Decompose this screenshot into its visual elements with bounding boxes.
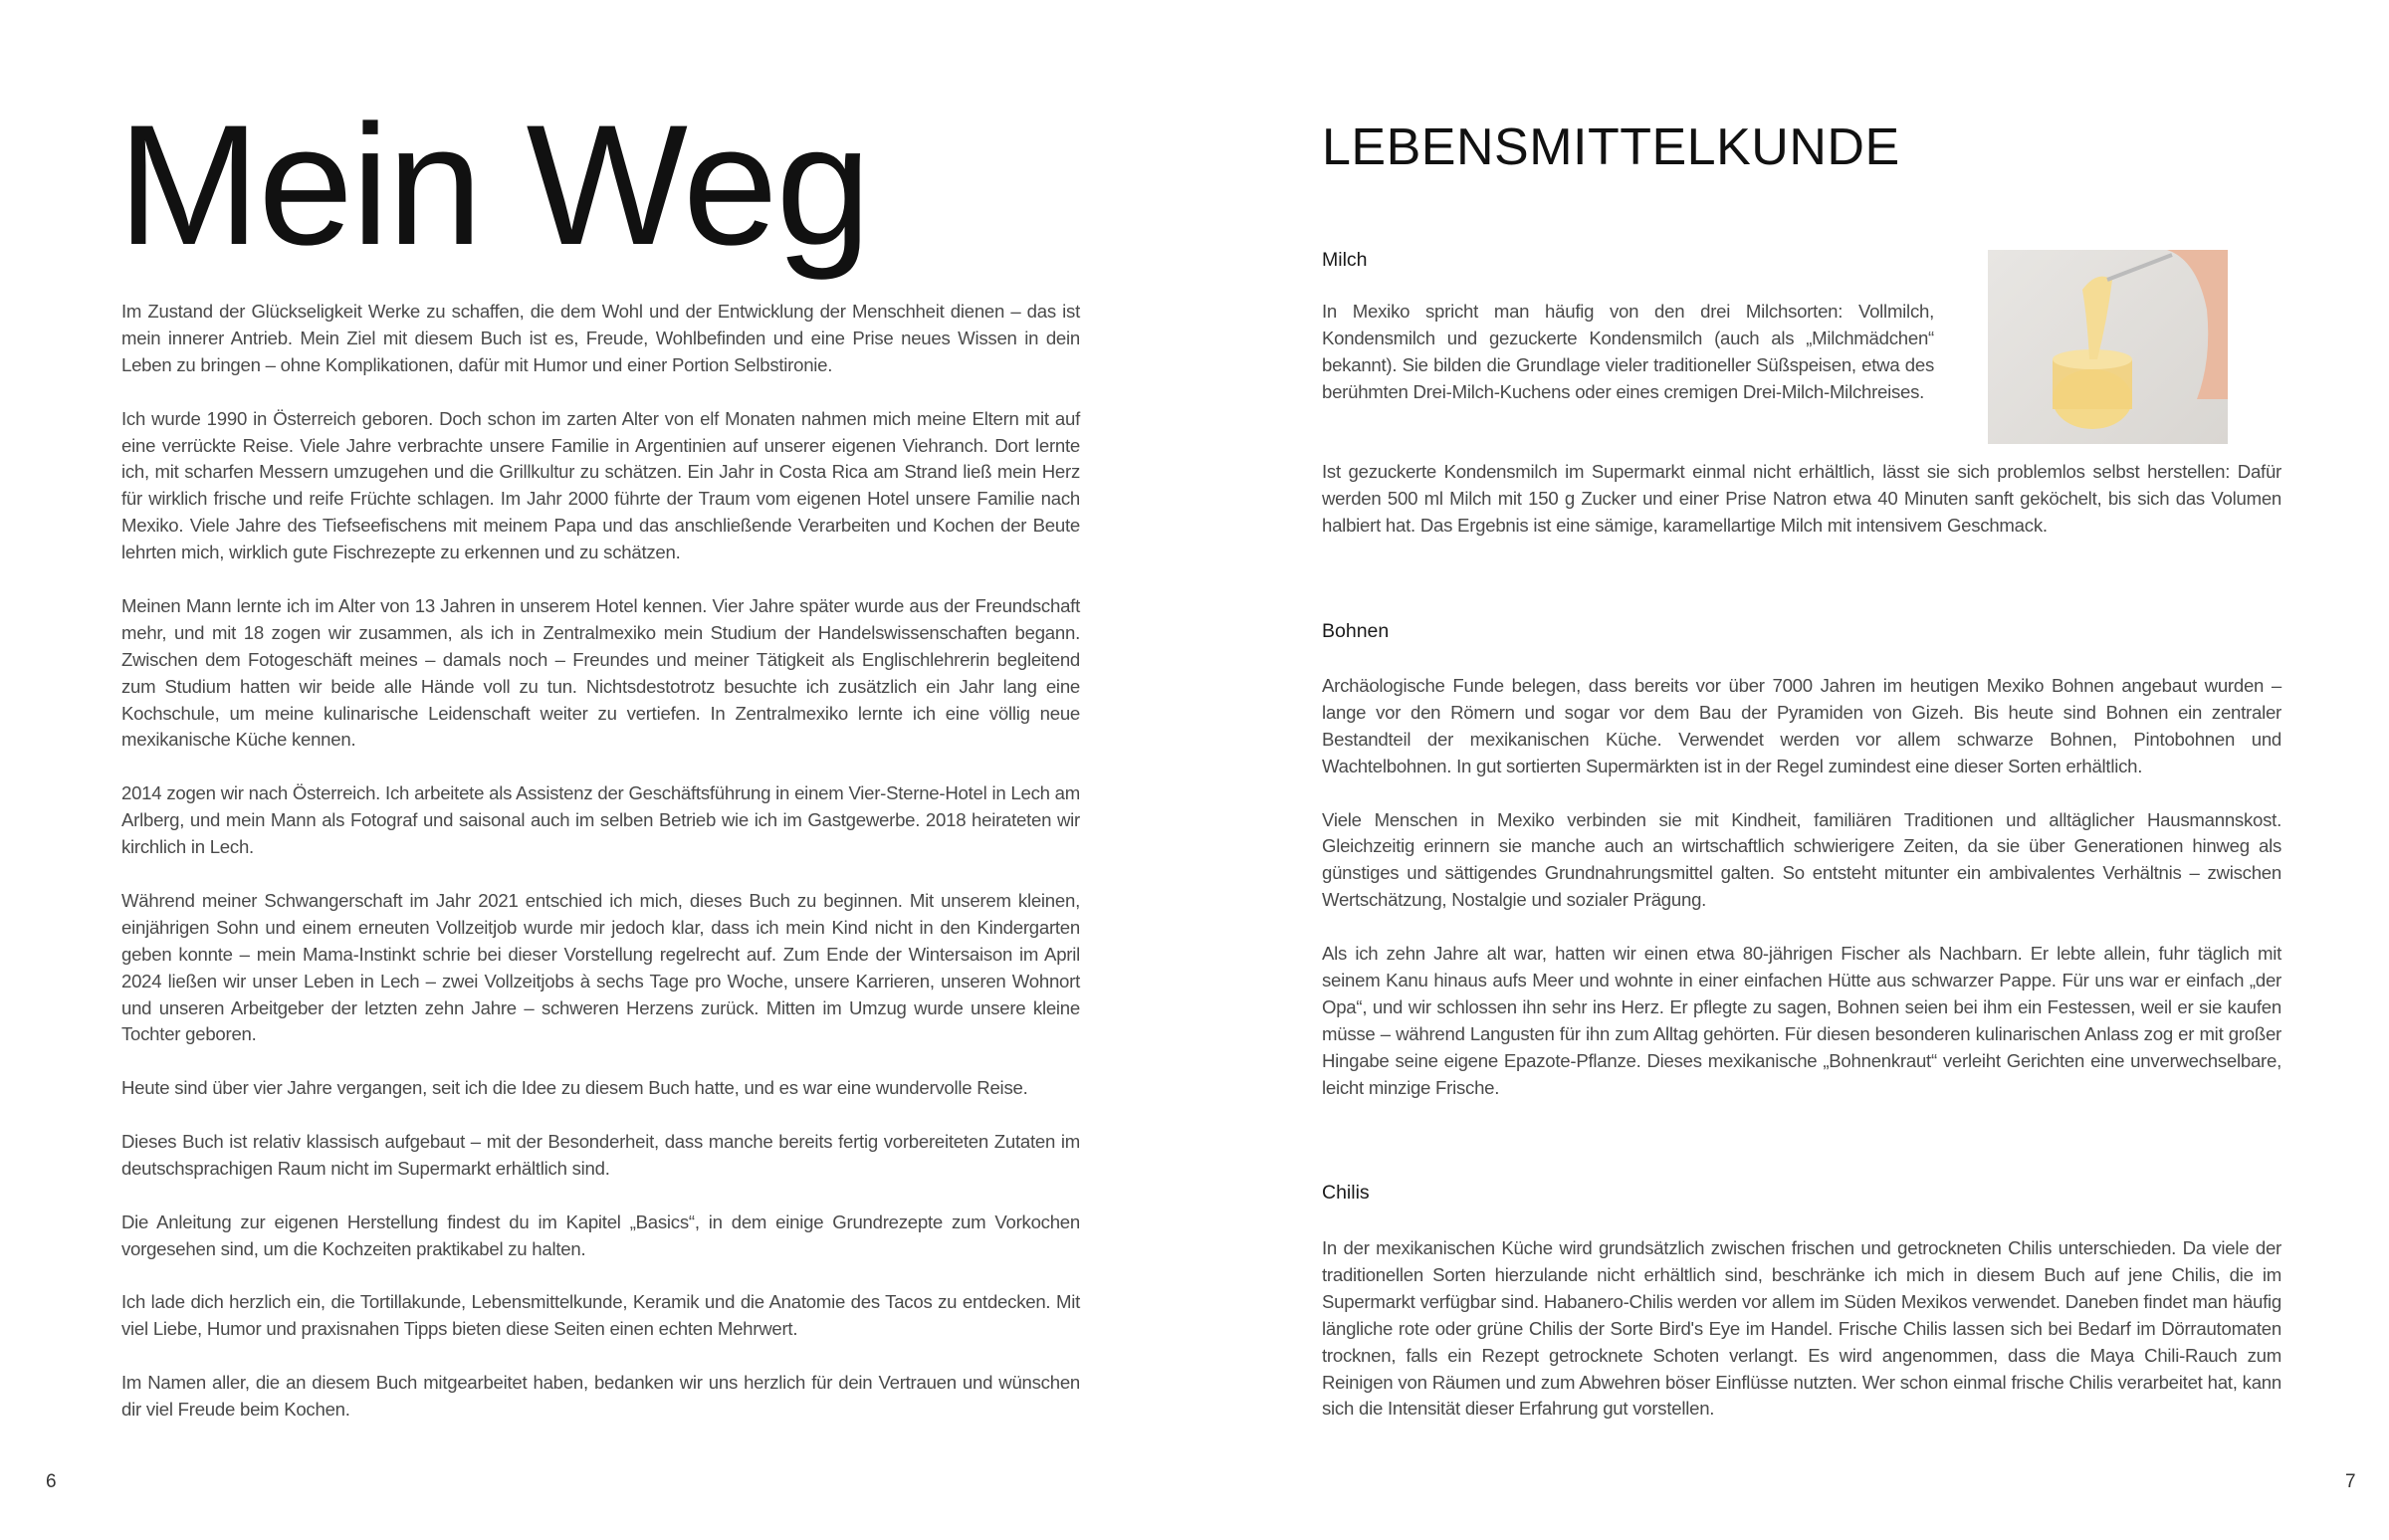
paragraph: Heute sind über vier Jahre vergangen, seit ich die Idee zu diesem Buch hatte, und es war eine wundervolle Reise. bbox=[121, 1077, 1028, 1099]
heading-milch: Milch bbox=[1322, 249, 1368, 271]
chilis-text bbox=[1322, 1235, 2281, 1449]
paragraph: Ich wurde 1990 in Österreich geboren. Doch schon im zarten Alter von elf Monaten nahmen mich meine Eltern mit auf eine verrückte Reise. Viele Jahre verbrachte unsere Familie in Argentinien auf unserer eigenen Viehranch. Dort lernte ich, mit scharfen Messern umzugehen und die Grillkultur zu schätzen. Ein Jahr in Costa Rica am Strand ließ mein Herz für wirklich frische und reife Früchte schlagen. Im Jahr 2000 führte der Traum vom eigenen Hotel unsere Familie nach Mexiko. Viele Jahre des Tiefseefischens mit meinem Papa und das anschließende Verarbeiten und Kochen der Beute lehrten mich, wirklich gute Fischrezepte zu erkennen und zu schätzen. bbox=[121, 407, 1080, 563]
paragraph: In der mexikanischen Küche wird grundsätzlich zwischen frischen und getrockneten Chilis unterschieden. Da viele der traditionellen Sorten hierzulande nicht erhältlich sind, beschränke ich mich in diesem Buch auf jene Chilis, die im Supermarkt verfügbar sind. Habanero-Chilis werden vor allem im Süden Mexikos verwendet. Daneben findet man häufig längliche rote oder grüne Chilis der Sorte Bird's Eye im Handel. Frische Chilis lassen sich bei Bedarf im Dörrautomaten trocknen, falls ein Rezept getrocknete Schoten verlangt. Es wird angenommen, dass die Maya Chili-Rauch zum Reinigen von Räumen und zum Abwehren böser Einflüsse nutzten. Wer schon einmal frische Chilis verarbeitet hat, kann sich die Intensität dieser Erfahrung gut vorstellen. bbox=[1322, 1237, 2281, 1420]
paragraph: Die Anleitung zur eigenen Herstellung findest du im Kapitel „Basics“, in dem einige Grundrezepte zum Vorkochen vorgesehen sind, um die Kochzeiten praktikabel zu halten. bbox=[121, 1210, 1080, 1259]
paragraph: In Mexiko spricht man häufig von den drei Milchsorten: Vollmilch, Kondensmilch und gezuckerte Kondensmilch (auch als „Milchmädchen“ bekannt). Sie bilden die Grundlage vieler traditioneller Süßspeisen, etwa des berühmten Drei-Milch-Kuchens oder eines cremigen Drei-Milch-Milchreises. bbox=[1322, 301, 1934, 402]
paragraph: Als ich zehn Jahre alt war, hatten wir einen etwa 80-jährigen Fischer als Nachbarn. Er lebte allein, fuhr täglich mit seinem Kanu hinaus aufs Meer und wohnte in einer einfachen Hütte aus schwarzer Pappe. Für uns war er einfach „der Opa“, und wir schlossen ihn sehr ins Herz. Er pflegte zu sagen, Bohnen seien bei ihm ein Festessen, weil er sie kaufen müsse – während Langusten für ihn zum Alltag gehörten. Für diesen besonderen kulinarischen Anlass zog er mit großer Hingabe seine eigene Epazote-Pflanze. Dieses mexikanische „Bohnenkraut“ verleiht Gerichten eine unverwechselbare, leicht minzige Frische. bbox=[1322, 943, 2281, 1098]
paragraph: Im Zustand der Glückseligkeit Werke zu schaffen, die dem Wohl und der Entwicklung der Menschheit dienen – das ist mein innerer Antrieb. Mein Ziel mit diesem Buch ist es, Freude, Wohlbefinden und eine Prise neues Wissen in dein Leben zu bringen – ohne Komplikationen, dafür mit Humor und einer Portion Selbstironie. bbox=[121, 301, 1080, 375]
paragraph: Dieses Buch ist relativ klassisch aufgebaut – mit der Besonderheit, dass manche bereits fertig vorbereiteten Zutaten im deutschsprachigen Raum nicht im Supermarkt erhältlich sind. bbox=[121, 1131, 1080, 1179]
page-title-mein-weg: Mein Weg bbox=[117, 90, 870, 281]
heading-chilis: Chilis bbox=[1322, 1182, 1370, 1204]
condensed-milk-photo bbox=[1988, 250, 2228, 444]
page-number-right: 7 bbox=[2345, 1471, 2356, 1492]
heading-bohnen: Bohnen bbox=[1322, 620, 1390, 642]
paragraph: Meinen Mann lernte ich im Alter von 13 Jahren in unserem Hotel kennen. Vier Jahre später wurde aus der Freundschaft mehr, und mit 18 zogen wir zusammen, als ich in Zentralmexiko mein Studium der Handelswissenschaften begann. Zwischen dem Fotogeschäft meines – damals noch – Freundes und meiner Tätigkeit als Englischlehrerin begleitend zum Studium hatten wir beide alle Hände voll zu tun. Nichtsdestotrotz besuchte ich zusätzlich ein Jahr lang eine Kochschule, um meine kulinarische Leidenschaft weiter zu vertiefen. In Zentralmexiko lernte ich eine völlig neue mexikanische Küche kennen. bbox=[121, 594, 1080, 751]
paragraph: Ist gezuckerte Kondensmilch im Supermarkt einmal nicht erhältlich, lässt sie sich problemlos selbst herstellen: Dafür werden 500 ml Milch mit 150 g Zucker und einer Prise Natron etwa 40 Minuten sanft geköchelt, bis sich das Volumen halbiert hat. Das Ergebnis ist eine sämige, karamellartige Milch mit intensivem Geschmack. bbox=[1322, 461, 2281, 536]
paragraph: Viele Menschen in Mexiko verbinden sie mit Kindheit, familiären Traditionen und alltäglicher Hausmannskost. Gleichzeitig erinnern sie manche auch an wirtschaftlich schwierigere Zeiten, da sie über Generationen hinweg als günstiges und sättigendes Grundnahrungsmittel galten. So entsteht mitunter ein ambivalentes Verhältnis – zwischen Wertschätzung, Nostalgie und sozialer Prägung. bbox=[1322, 808, 2281, 911]
section-title-lebensmittelkunde: LEBENSMITTELKUNDE bbox=[1322, 118, 1900, 176]
paragraph: 2014 zogen wir nach Österreich. Ich arbeitete als Assistenz der Geschäftsführung in einem Vier-Sterne-Hotel in Lech am Arlberg, und mein Mann als Fotograf und saisonal auch im selben Betrieb wie ich im Gastgewerbe. 2018 heirateten wir kirchlich in Lech. bbox=[121, 782, 1080, 858]
paragraph: Archäologische Funde belegen, dass bereits vor über 7000 Jahren im heutigen Mexiko Bohnen angebaut wurden – lange vor den Römern und sogar vor dem Bau der Pyramiden von Gizeh. Bis heute sind Bohnen ein zentraler Bestandteil der mexikanischen Küche. Verwendet werden vor allem schwarze Bohnen, Pintobohnen und Wachtelbohnen. In gut sortierten Supermärkten ist in der Regel zumindest eine dieser Sorten erhältlich. bbox=[1322, 675, 2281, 776]
page-number-left: 6 bbox=[46, 1471, 57, 1492]
condensed-milk-image-icon bbox=[1988, 250, 2228, 444]
paragraph: Während meiner Schwangerschaft im Jahr 2021 entschied ich mich, dieses Buch zu beginnen. Mit unserem kleinen, einjährigen Sohn und einem erneuten Vollzeitjob wurde mir jedoch klar, dass ich mein Kind nicht in den Kindergarten geben konnte – mein Mama-Instinkt schrie bei dieser Vorstellung regelrecht auf. Zum Ende der Wintersaison im April 2024 ließen wir unser Leben in Lech – zwei Vollzeitjobs à sechs Tage pro Woche, unsere Karrieren, unseren Wohnort und unseren Arbeitgeber der letzten zehn Jahre – schweren Herzens zurück. Mitten im Umzug wurde unsere kleine Tochter geboren. bbox=[121, 889, 1080, 1045]
left-body-text bbox=[121, 299, 1080, 1450]
paragraph: Ich lade dich herzlich ein, die Tortillakunde, Lebensmittelkunde, Keramik und die Anatomie des Tacos zu entdecken. Mit viel Liebe, Humor und praxisnahen Tipps bieten diese Seiten einen echten Mehrwert. bbox=[121, 1291, 1080, 1340]
milch-text-1 bbox=[1322, 299, 1934, 433]
milch-text-2 bbox=[1322, 459, 2281, 566]
bohnen-text bbox=[1322, 673, 2281, 1128]
paragraph: Im Namen aller, die an diesem Buch mitgearbeitet haben, bedanken wir uns herzlich für dein Vertrauen und wünschen dir viel Freude beim Kochen. bbox=[121, 1372, 1080, 1421]
